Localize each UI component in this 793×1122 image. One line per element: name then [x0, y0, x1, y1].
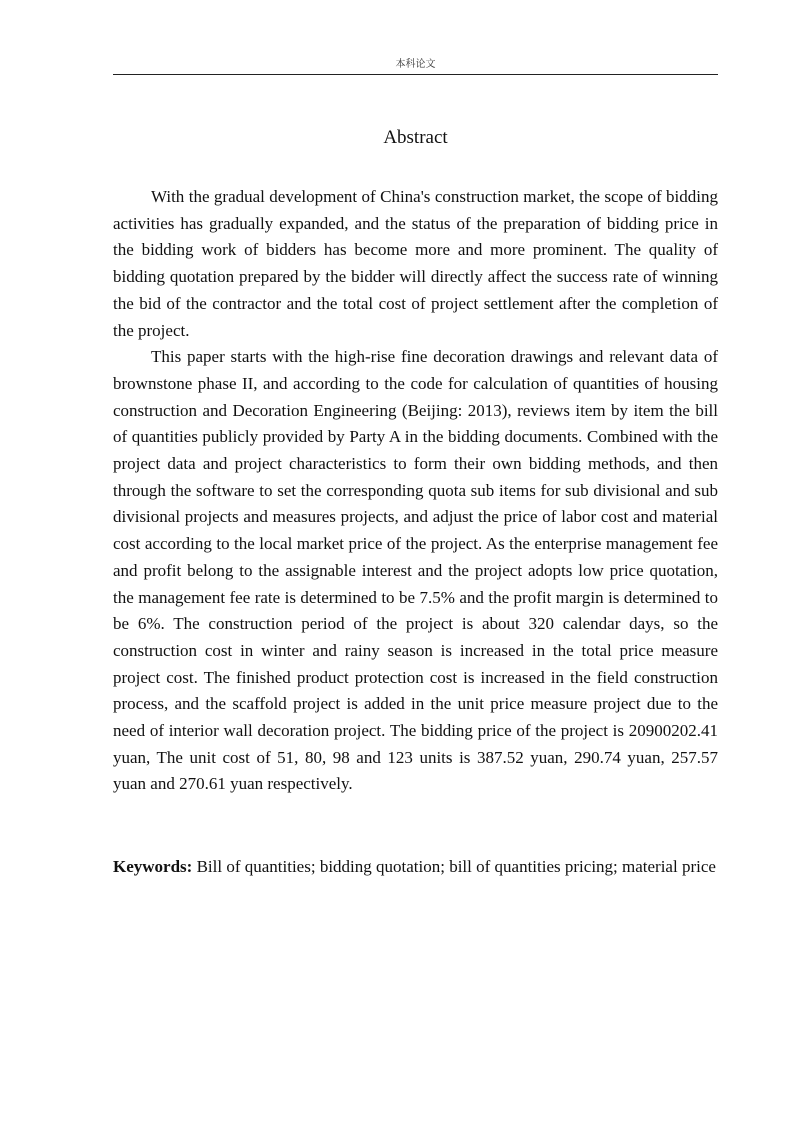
keywords-text: Bill of quantities; bidding quotation; bill of quantities pricing; material price — [192, 857, 716, 876]
running-title: 本科论文 — [395, 59, 436, 70]
keywords — [113, 854, 718, 881]
keywords-label: Keywords: — [113, 857, 193, 876]
abstract-heading: Abstract — [383, 127, 448, 148]
abstract-body — [113, 184, 718, 798]
abstract-paragraph-1: With the gradual development of China's construction market, the scope of bidding activities has gradually expanded, and the status of the preparation of bidding price in the bidding work of bidders has become more and more prominent. The quality of bidding quotation prepared by the bidder will directly affect the success rate of winning the bid of the contractor and the total cost of project settlement after the completion of the project. — [113, 187, 718, 340]
page-header — [113, 54, 718, 75]
abstract-paragraph-2: This paper starts with the high-rise fine decoration drawings and relevant data of brownstone phase II, and according to the code for calculation of quantities of housing construction and Decoration Engineering (Beijing: 2013), reviews item by item the bill of quantities publicly provided by Party A in the bidding documents. Combined with the project data and project characteristics to form their own bidding methods, and then through the software to set the corresponding quota sub items for sub divisional and sub divisional projects and measures projects, and adjust the price of labor cost and material cost according to the local market price of the project. As the enterprise management fee and profit belong to the assignable interest and the project adopts low price quotation, the management fee rate is determined to be 7.5% and the profit margin is determined to be 6%. The construction period of the project is about 320 calendar days, so the construction cost in winter and rainy season is increased in the total price measure project cost. The finished product protection cost is increased in the field construction process, and the scaffold project is added in the unit price measure project due to the need of interior wall decoration project. The bidding price of the project is 20900202.41 yuan, The unit cost of 51, 80, 98 and 123 units is 387.52 yuan, 290.74 yuan, 257.57 yuan and 270.61 yuan respectively. — [113, 347, 718, 794]
